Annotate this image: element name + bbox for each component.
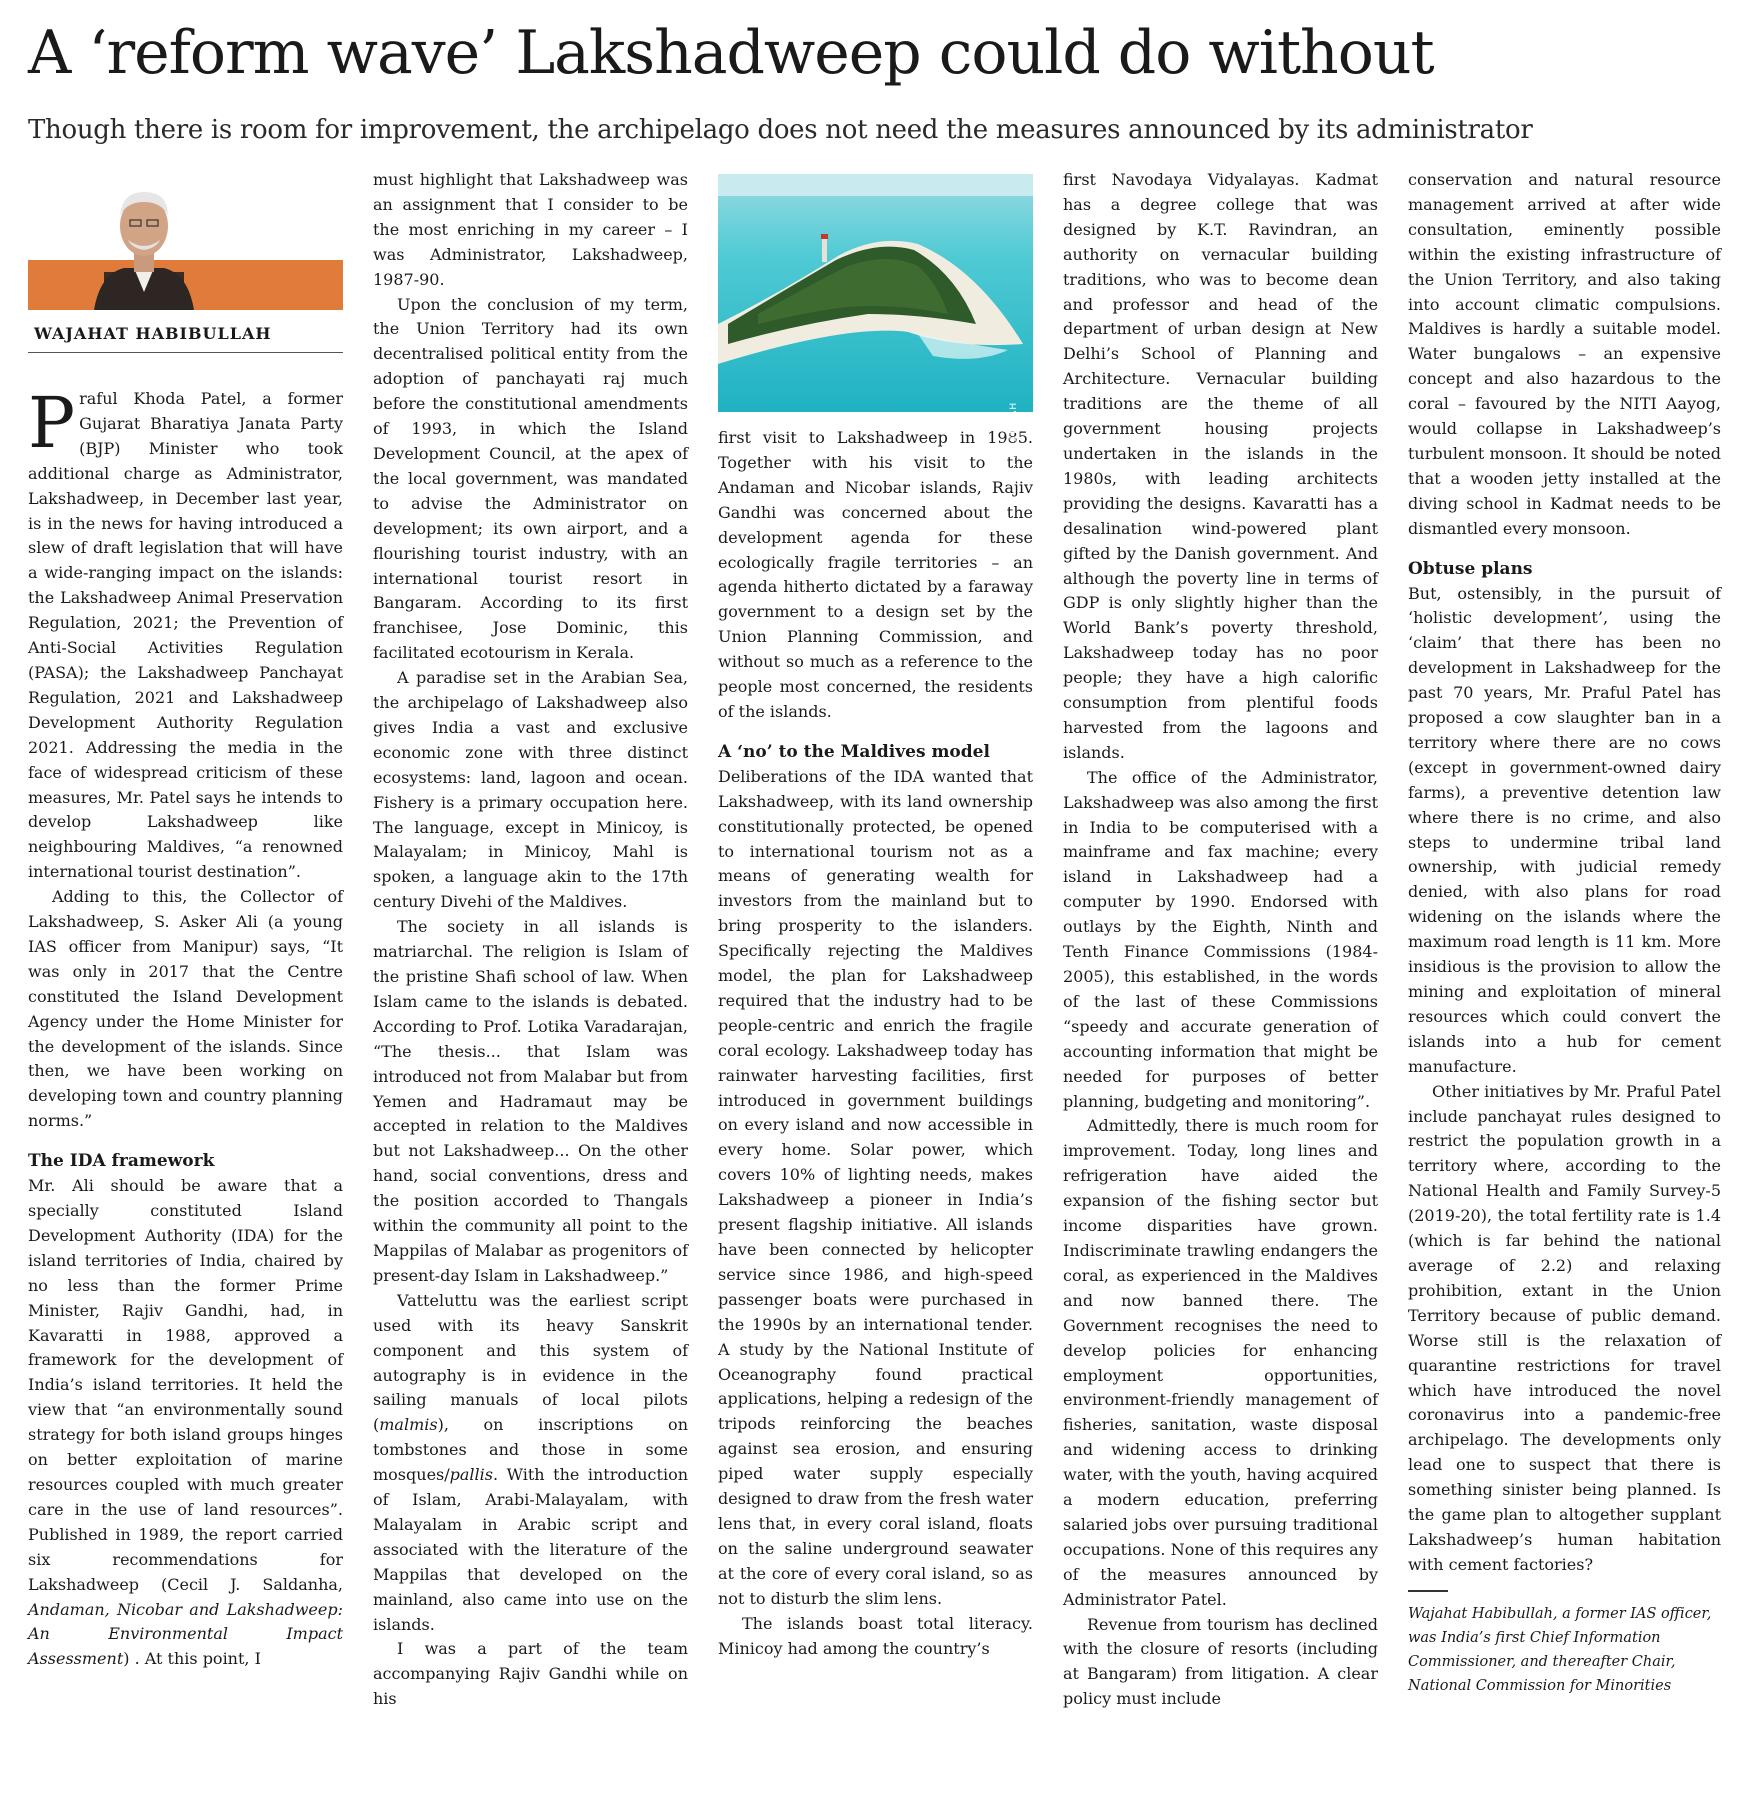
column-3 [718, 168, 1033, 1793]
article-paragraph: must highlight that Lakshadweep was an assignment that I consider to be the most enriching in my career – I was Administrator, Lakshadweep, 1987-90. [373, 170, 688, 289]
article-paragraph: Deliberations of the IDA wanted that Lakshadweep, with its land ownership constitutionally protected, be opened to international tourism not as a means of generating wealth for investors from the mainland but to bring prosperity to the islanders. Specifically rejecting the Maldives model, the plan for Lakshadweep required that the industry had to be people-centric and enrich the fragile coral ecology. Lakshadweep today has rainwater harvesting facilities, first introduced in government buildings on every island and now accessible in every home. Solar power, which covers 10% of lighting needs, makes Lakshadweep a pioneer in India’s present flagship initiative. All islands have been connected by helicopter service since 1986, and high-speed passenger boats were purchased in the 1990s by an international tender. A study by the National Institute of Oceanography found practical applications, helping a redesign of the tripods reinforcing the beaches against sea erosion, and ensuring piped water supply especially designed to draw from the fresh water lens that, in every coral island, floats on the saline underground seawater at the core of every coral island, so as not to disturb the slim lens. [718, 766, 1033, 1608]
deck-subheadline: Though there is room for improvement, the archipelago does not need the measures announced by its administrator [28, 115, 1533, 145]
article-paragraph: first Navodaya Vidyalayas. Kadmat has a degree college that was designed by K.T. Ravindran, an authority on vernacular building traditions, who was to become dean and professor and head of the department of urban design at New Delhi’s School of Planning and Architecture. Vernacular building traditions are the theme of all government housing projects undertaken in the islands in the 1980s, with leading architects providing the designs. Kavaratti has a desalination wind-powered plant gifted by the Danish government. And although the poverty line in terms of GDP is only slightly higher than the World Bank’s poverty threshold, Lakshadweep today has no poor people; they have a high calorific consumption from plentiful foods harvested from the lagoons and islands. [1063, 170, 1378, 762]
article-paragraph: Vatteluttu was the earliest script used with its heavy Sanskrit component and this system of autography is in evidence in the sailing manuals of local pilots (malmis), on inscriptions on tombstones and those in some mosques/pallis. With the introduction of Islam, Arabi-Malayalam, with Malayalam in Arabic script and associated with the literature of the Mappilas that developed on the mainland, also came into use on the islands. [373, 1290, 688, 1634]
section-heading: The IDA framework [28, 1151, 215, 1172]
island-photo [718, 174, 1033, 484]
section-heading: Obtuse plans [1408, 558, 1533, 579]
headline: A ‘reform wave’ Lakshadweep could do without [28, 18, 1434, 88]
article-paragraph: Praful Khoda Patel, a former Gujarat Bharatiya Janata Party (BJP) Minister who took additional charge as Administrator, Lakshadweep, in December last year, is in the news for having introduced a slew of draft legislation that will have a wide-ranging impact on the islands: the Lakshadweep Animal Preservation Regulation, 2021; the Prevention of Anti-Social Activities Regulation (PASA); the Lakshadweep Panchayat Regulation, 2021 and Lakshadweep Development Authority Regulation 2021. Addressing the media in the face of widespread criticism of these measures, Mr. Patel says he intends to develop Lakshadweep like neighbouring Maldives, “a renowned international tourist destination”. [28, 382, 343, 882]
column-4 [1063, 168, 1378, 1793]
drop-cap: P [28, 382, 76, 464]
column-5 [1408, 168, 1721, 1793]
byline-rule [28, 352, 343, 353]
article-paragraph: But, ostensibly, in the pursuit of ‘holistic development’, using the ‘claim’ that there has been no development in Lakshadweep for the past 70 years, Mr. Praful Patel has proposed a cow slaughter ban in a territory where there are no cows (except in government-owned dairy farms), a preventive detention law where there is no crime, and also steps to undermine tribal land ownership, with judicial remedy denied, with also plans for road widening on the islands where the maximum road length is 11 km. More insidious is the provision to allow the mining and exploitation of mineral resources which could convert the islands into a hub for cement manufacture. [1408, 583, 1721, 1076]
byline-block [28, 168, 343, 387]
article-paragraph: The society in all islands is matriarchal. The religion is Islam of the pristine Shafi school of law. When Islam came to the islands is debated. According to Prof. Lotika Varadarajan, “The thesis... that Islam was introduced not from Malabar but from Yemen and Hadramaut may be accepted in relation to the Maldives but not Lakshadweep... On the other hand, social conventions, dress and the position accorded to Thangals within the community all point to the Mappilas of Malabar as progenitors of present-day Islam in Lakshadweep.” [373, 917, 688, 1285]
column-2 [373, 168, 688, 1793]
article-paragraph: The office of the Administrator, Lakshadweep was also among the first in India to be computerised with a mainframe and fax machine; every island in Lakshadweep had a computer by 1990. Endorsed with outlays by the Eighth, Ninth and Tenth Finance Commissions (1984-2005), this established, in the words of the last of these Commissions “speedy and accurate generation of accounting information that might be needed for purposes of better planning, budgeting and monitoring”. [1063, 767, 1378, 1111]
byline-name: WAJAHAT HABIBULLAH [34, 324, 272, 343]
section-heading: A ‘no’ to the Maldives model [718, 741, 990, 762]
article-paragraph: I was a part of the team accompanying Rajiv Gandhi while on his [373, 1639, 688, 1709]
column-1 [28, 168, 343, 1793]
article-paragraph: Adding to this, the Collector of Lakshadweep, S. Asker Ali (a young IAS officer from Manipur) says, “It was only in 2017 that the Centre constituted the Island Development Agency under the Home Minister for the development of the islands. Since then, we have been working on developing town and country planning norms.” [28, 887, 343, 1131]
article-paragraph: A paradise set in the Arabian Sea, the archipelago of Lakshadweep also gives India a vast and exclusive economic zone with three distinct ecosystems: land, lagoon and ocean. Fishery is a primary occupation here. The language, except in Minicoy, is Malayalam; in Minicoy, Mahl is spoken, a language akin to the 17th century Divehi of the Maldives. [373, 668, 688, 912]
author-portrait [90, 174, 198, 310]
photo-credit: K.K. MUSTAFAH [1009, 402, 1020, 484]
article-paragraph: Mr. Ali should be aware that a specially constituted Island Development Authority (IDA) for the island territories of India, chaired by no less than the former Prime Minister, Rajiv Gandhi, had, in Kavaratti in 1988, approved a framework for the development of India’s island territories. It held the view that “an environmentally sound strategy for both island groups hinges on better exploitation of marine resources coupled with much greater care in the use of land resources”. Published in 1989, the report carried six recommendations for Lakshadweep (Cecil J. Saldanha, Andaman, Nicobar and Lakshadweep: An Environmental Impact Assessment) . At this point, I [28, 1176, 343, 1669]
article-paragraph: Other initiatives by Mr. Praful Patel include panchayat rules designed to restrict the population growth in a territory where, according to the National Health and Family Survey-5 (2019-20), the total fertility rate is 1.4 (which is far behind the national average of 2.2) and relaxing prohibition, extant in the Union Territory because of public demand. Worse still is the relaxation of quarantine restrictions for travel which have introduced the novel coronavirus into a pandemic-free archipelago. The developments only lead one to suspect that there is something sinister being planned. Is the game plan to altogether supplant Lakshadweep’s human habitation with cement factories? [1408, 1081, 1721, 1574]
article-paragraph: Upon the conclusion of my term, the Union Territory had its own decentralised political entity from the adoption of panchayati raj much before the constitutional amendments of 1993, in which the Island Development Council, at the apex of the local government, was mandated to advise the Administrator on development; its own airport, and a flourishing tourist industry, with an international tourist resort in Bangaram. According to its first franchisee, Jose Dominic, this facilitated ecotourism in Kerala. [373, 294, 688, 663]
article-paragraph: Revenue from tourism has declined with the closure of resorts (including at Bangaram) from litigation. A clear policy must include [1063, 1614, 1378, 1709]
author-bio: Wajahat Habibullah, a former IAS officer, was India’s first Chief Information Commissioner, and thereafter Chair, National Commission for Minorities [1408, 1605, 1712, 1694]
bio-rule [1408, 1590, 1448, 1592]
article-paragraph: conservation and natural resource management arrived at after wide consultation, eminently possible within the existing infrastructure of the Union Territory, and also taking into account climatic compulsions. Maldives is hardly a suitable model. Water bungalows – an expensive concept and also hazardous to the coral – favoured by the NITI Aayog, would collapse in Lakshadweep’s turbulent monsoon. It should be noted that a wooden jetty installed at the diving school in Kadmat needs to be dismantled every monsoon. [1408, 170, 1721, 538]
article-paragraph: Admittedly, there is much room for improvement. Today, long lines and refrigeration have aided the expansion of the fishing sector but income disparities have grown. Indiscriminate trawling endangers the coral, as experienced in the Maldives and now banned there. The Government recognises the need to develop policies for enhancing employment opportunities, environment-friendly management of fisheries, sanitation, waste disposal and widening access to drinking water, with the youth, having acquired a modern education, preferring salaried jobs over pursuing traditional occupations. None of this requires any of the measures announced by Administrator Patel. [1063, 1116, 1378, 1609]
article-paragraph: The islands boast total literacy. Minicoy had among the country’s [718, 1613, 1033, 1658]
article-paragraph: first visit to Lakshadweep in 1985. Together with his visit to the Andaman and Nicobar islands, Rajiv Gandhi was concerned about the development agenda for these ecologically fragile territories – an agenda hitherto dictated by a faraway government to a design set by the Union Planning Commission, and without so much as a reference to the people most concerned, the residents of the islands. [718, 428, 1033, 721]
